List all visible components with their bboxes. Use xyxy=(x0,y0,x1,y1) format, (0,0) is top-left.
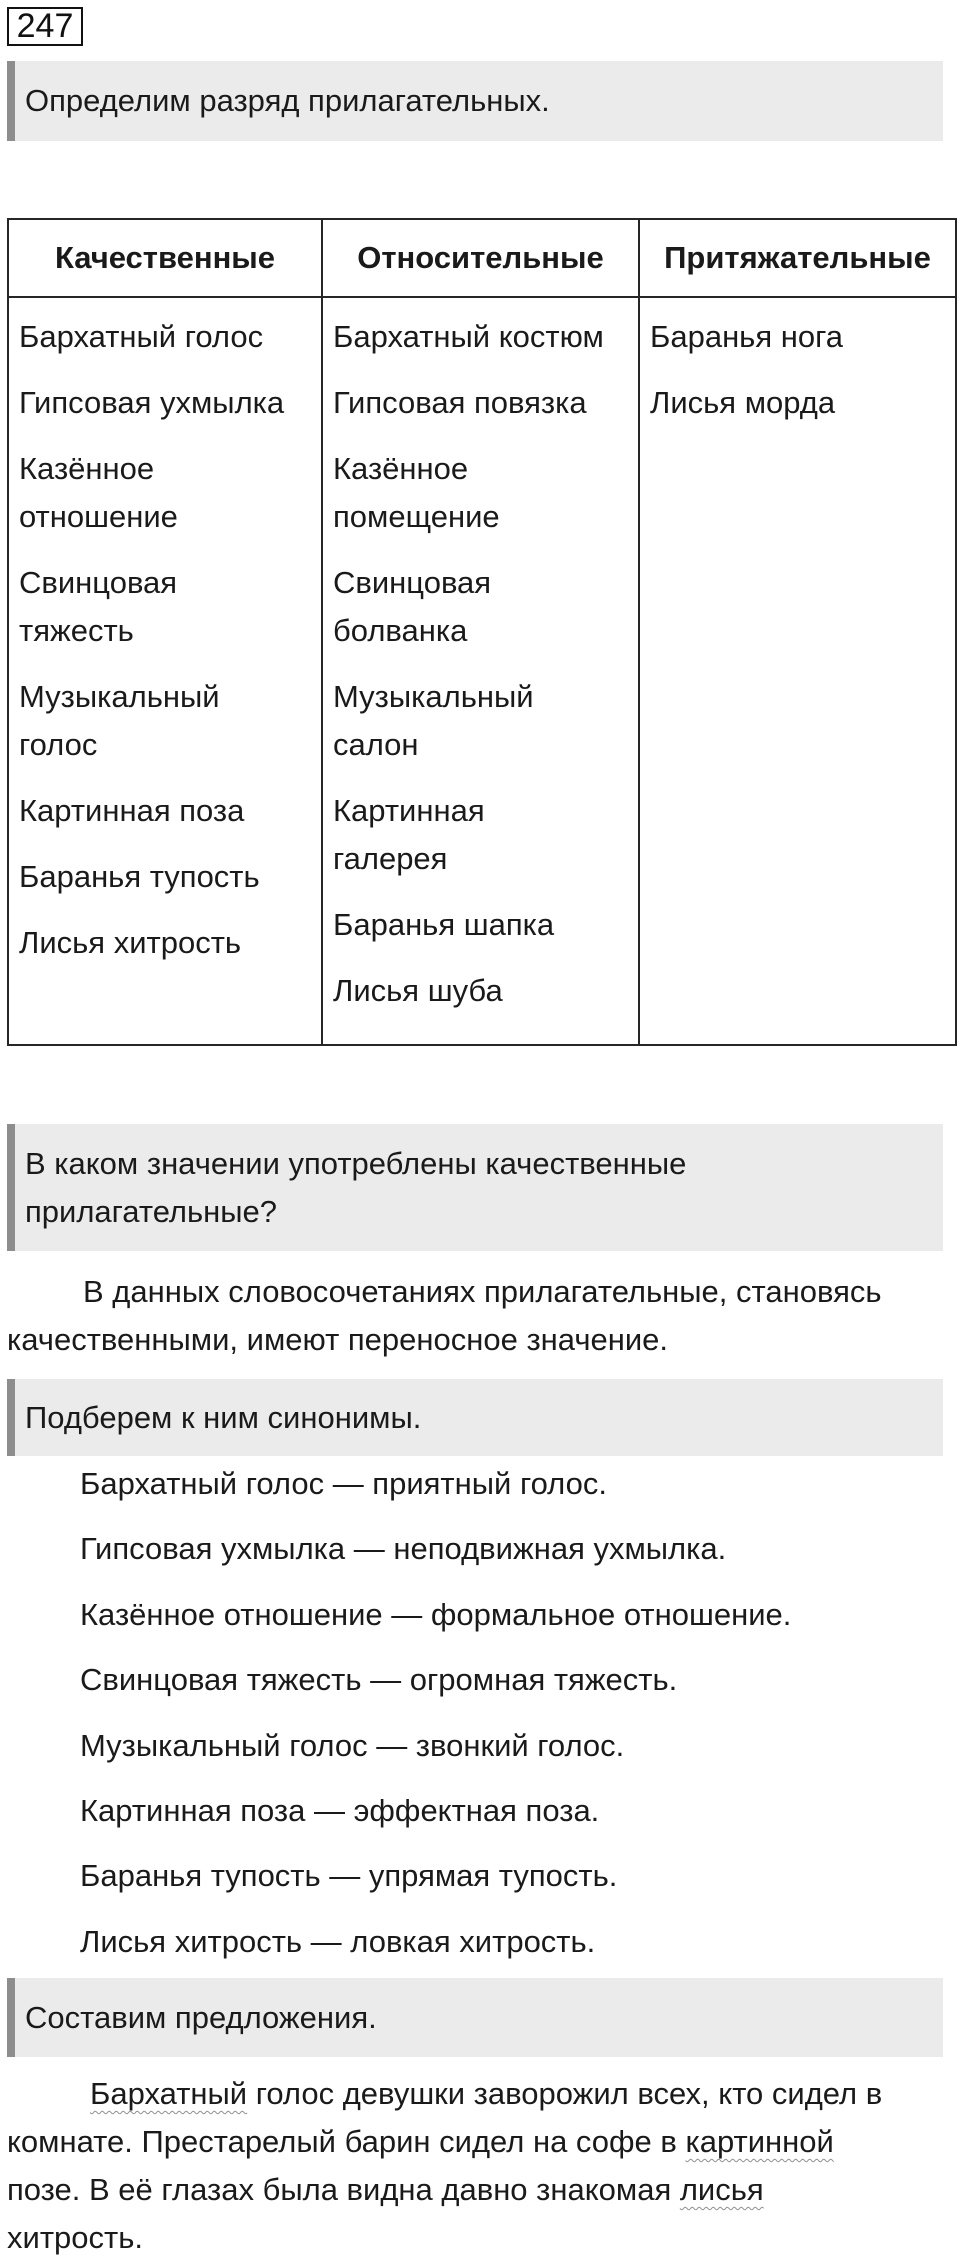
table-column-relative xyxy=(323,298,640,1044)
synonym-pair: Лисья хитрость — ловкая хитрость. xyxy=(80,1923,596,1959)
sentences-paragraph xyxy=(7,2070,947,2262)
text-segment: голос девушки заворожил всех, кто сидел в xyxy=(247,2076,883,2111)
spellcheck-marked-word: Бархатный xyxy=(90,2076,248,2111)
paragraph-line xyxy=(7,2070,947,2118)
section-heading-sentences xyxy=(7,1978,943,2057)
exercise-number: 247 xyxy=(16,7,74,45)
table-cell-item: Баранья нога xyxy=(650,319,843,354)
table-cell-item: Лисья шуба xyxy=(333,973,503,1008)
table-cell-item: Свинцовая болванка xyxy=(333,565,492,648)
section-heading-text: В каком значении употреблены качественные прилагательные? xyxy=(25,1145,687,1229)
adjective-category-table xyxy=(7,218,957,1046)
table-cell-item: Музыкальный салон xyxy=(333,679,534,762)
synonym-pair: Казённое отношение — формальное отношение. xyxy=(80,1596,792,1632)
table-cell-item: Лисья морда xyxy=(650,385,836,420)
table-column-qualitative xyxy=(9,298,323,1044)
table-cell-item: Казённое помещение xyxy=(333,451,500,534)
table-header-qualitative: Качественные xyxy=(9,220,323,298)
table-cell-item: Картинная галерея xyxy=(333,793,485,876)
exercise-number-box xyxy=(7,7,83,46)
table-cell-item: Баранья шапка xyxy=(333,907,555,942)
section-heading-text: Составим предложения. xyxy=(25,1999,377,2035)
synonym-pair: Свинцовая тяжесть — огромная тяжесть. xyxy=(80,1662,678,1698)
text-segment: хитрость. xyxy=(7,2220,143,2255)
table-cell-item: Бархатный костюм xyxy=(333,319,604,354)
synonym-pair: Картинная поза — эффектная поза. xyxy=(80,1792,600,1828)
table-header-relative: Относительные xyxy=(323,220,640,298)
spellcheck-marked-word: лисья xyxy=(679,2172,764,2207)
section-heading-text: Определим разряд прилагательных. xyxy=(25,83,550,118)
section-heading-classify xyxy=(7,61,943,141)
table-column-possessive xyxy=(640,298,955,1044)
text-segment: комнате. Престарелый барин сидел на софе в xyxy=(7,2124,686,2159)
table-cell-item: Гипсовая повязка xyxy=(333,385,587,420)
paragraph-line xyxy=(7,2166,947,2214)
synonym-pair: Музыкальный голос — звонкий голос. xyxy=(80,1727,625,1763)
table-cell-item: Музыкальный голос xyxy=(19,679,220,762)
section-heading-meaning xyxy=(7,1124,943,1251)
table-cell-item: Бархатный голос xyxy=(19,319,264,354)
table-header-possessive: Притяжательные xyxy=(640,220,955,298)
table-cell-item: Лисья хитрость xyxy=(19,925,242,960)
table-cell-item: Гипсовая ухмылка xyxy=(19,385,285,420)
table-cell-item: Свинцовая тяжесть xyxy=(19,565,178,648)
paragraph-line xyxy=(7,2214,947,2262)
table-cell-item: Баранья тупость xyxy=(19,859,260,894)
meaning-answer-paragraph: В данных словосочетаниях прилагательные, становясь качественными, имеют переносное значение. xyxy=(7,1274,882,1357)
section-heading-synonyms xyxy=(7,1379,943,1456)
section-heading-text: Подберем к ним синонимы. xyxy=(25,1399,422,1435)
spellcheck-marked-word: картинной xyxy=(685,2124,834,2159)
table-cell-item: Картинная поза xyxy=(19,793,245,828)
paragraph-line xyxy=(7,2118,947,2166)
synonym-list xyxy=(80,1460,791,1983)
text-segment: позе. В её глазах была видна давно знакомая xyxy=(7,2172,680,2207)
table-cell-item: Казённое отношение xyxy=(19,451,178,534)
synonym-pair: Баранья тупость — упрямая тупость. xyxy=(80,1858,618,1894)
synonym-pair: Гипсовая ухмылка — неподвижная ухмылка. xyxy=(80,1531,727,1567)
synonym-pair: Бархатный голос — приятный голос. xyxy=(80,1466,607,1501)
